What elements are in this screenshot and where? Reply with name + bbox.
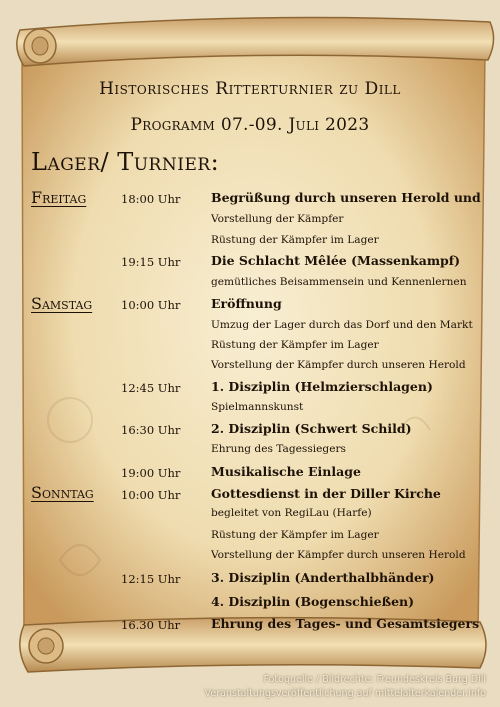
time-label: 12:15 Uhr xyxy=(121,572,181,586)
event-detail: Rüstung der Kämpfer im Lager xyxy=(211,234,379,246)
day-sunday: Sonntag xyxy=(31,483,94,502)
event-detail: Spielmannskunst xyxy=(211,401,304,413)
day-saturday: Samstag xyxy=(31,294,93,313)
event-detail: Rüstung der Kämpfer im Lager xyxy=(211,529,379,541)
event-detail: Vorstellung der Kämpfer durch unseren Herold xyxy=(211,549,466,561)
photo-credit: Fotoquelle / Bildrechte: Freundeskreis Burg Dill xyxy=(263,674,486,685)
event-detail: Vorstellung der Kämpfer durch unseren Herold xyxy=(211,359,466,371)
event-main: 2. Disziplin (Schwert Schild) xyxy=(211,421,412,436)
event-main: Eröffnung xyxy=(211,296,282,311)
event-detail: Vorstellung der Kämpfer xyxy=(211,213,344,225)
time-label: 18:00 Uhr xyxy=(121,192,181,206)
time-label: 12:45 Uhr xyxy=(121,381,181,395)
event-main: Die Schlacht Mêlée (Massenkampf) xyxy=(211,253,461,268)
publication-note: Veranstaltungsveröffentlichung auf mittelalterkalender.info xyxy=(204,688,486,699)
event-main: 1. Disziplin (Helmzierschlagen) xyxy=(211,379,433,394)
event-detail: Ehrung des Tagessiegers xyxy=(211,443,346,455)
time-label: 16:30 Uhr xyxy=(121,423,181,437)
event-detail: begleitet von RegiLau (Harfe) xyxy=(211,507,372,519)
poster-title: Historisches Ritterturnier zu Dill xyxy=(99,79,401,99)
event-detail: Umzug der Lager durch das Dorf und den Markt xyxy=(211,319,473,331)
event-main: Ehrung des Tages- und Gesamtsiegers xyxy=(211,616,480,631)
event-main: 3. Disziplin (Anderthalbhänder) xyxy=(211,570,435,585)
section-heading: Lager/ Turnier: xyxy=(31,148,220,176)
time-label: 10:00 Uhr xyxy=(121,298,181,312)
time-label: 16.30 Uhr xyxy=(121,618,181,632)
event-detail: gemütliches Beisammensein und Kennenlernen xyxy=(211,276,467,288)
day-friday: Freitag xyxy=(31,188,87,207)
time-label: 19:00 Uhr xyxy=(121,466,181,480)
event-main: Begrüßung durch unseren Herold und xyxy=(211,190,481,205)
event-main: 4. Disziplin (Bogenschießen) xyxy=(211,594,415,609)
time-label: 10:00 Uhr xyxy=(121,488,181,502)
event-main: Gottesdienst in der Diller Kirche xyxy=(211,486,441,501)
event-main: Musikalische Einlage xyxy=(211,464,361,479)
time-label: 19:15 Uhr xyxy=(121,255,181,269)
event-detail: Rüstung der Kämpfer im Lager xyxy=(211,339,379,351)
poster-subtitle: Programm 07.-09. Juli 2023 xyxy=(130,115,370,135)
